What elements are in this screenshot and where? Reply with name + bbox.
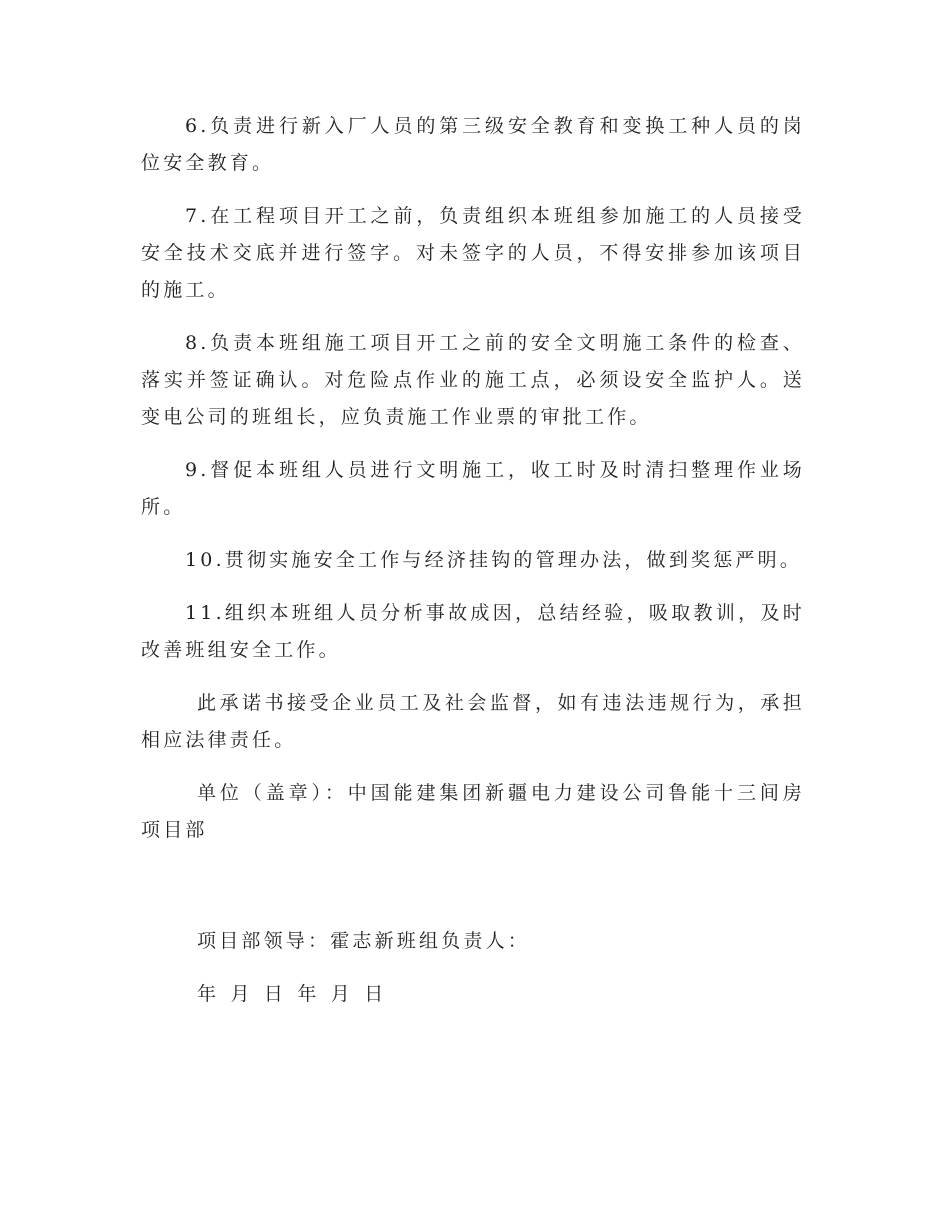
- responsibility-item-9: 9.督促本班组人员进行文明施工，收工时及时清扫整理作业场所。: [141, 459, 805, 518]
- responsibility-item-10: 10.贯彻实施安全工作与经济挂钩的管理办法，做到奖惩严明。: [185, 549, 803, 571]
- signature-line: 项目部领导：霍志新班组负责人：: [197, 930, 531, 952]
- responsibility-item-7: 7.在工程项目开工之前，负责组织本班组参加施工的人员接受安全技术交底并进行签字。对未签字的人员，不得安排参加该项目的施工。: [141, 205, 805, 301]
- responsibility-item-6: 6.负责进行新入厂人员的第三级安全教育和变换工种人员的岗位安全教育。: [141, 115, 805, 174]
- commitment-statement: 此承诺书接受企业员工及社会监督，如有违法违规行为，承担相应法律责任。: [141, 692, 805, 751]
- signature-spacer: [141, 865, 805, 923]
- unit-seal-line: 单位（盖章）：中国能建集团新疆电力建设公司鲁能十三间房项目部: [141, 782, 805, 841]
- responsibility-item-8: 8.负责本班组施工项目开工之前的安全文明施工条件的检查、落实并签证确认。对危险点作业的施工点，必须设安全监护人。送变电公司的班组长，应负责施工作业票的审批工作。: [141, 332, 805, 428]
- document-body: [141, 108, 805, 1013]
- date-line: 年 月 日 年 月 日: [197, 983, 387, 1005]
- responsibility-item-11: 11.组织本班组人员分析事故成因，总结经验，吸取教训，及时改善班组安全工作。: [141, 602, 805, 661]
